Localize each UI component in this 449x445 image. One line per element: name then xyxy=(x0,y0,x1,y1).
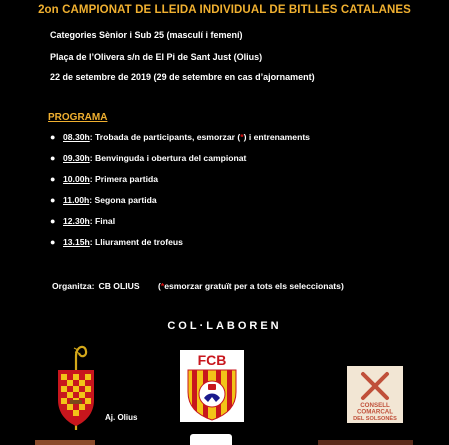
collaboren-heading: COL·LABOREN xyxy=(167,320,282,332)
programa-time: 09.30h xyxy=(63,153,90,163)
programa-time: 13.15h xyxy=(63,237,90,247)
programa-text: Segona partida xyxy=(92,195,157,205)
fcb-logo-text: FCB xyxy=(197,352,227,368)
programa-text: Lliurament de trofeus xyxy=(92,237,183,247)
consell-comarcal-logo-icon xyxy=(347,366,403,423)
bullet-icon: ● xyxy=(50,174,56,184)
organitza-line xyxy=(52,281,140,291)
bottom-logo-center xyxy=(190,434,232,445)
fcb-logo-icon xyxy=(180,350,244,422)
olius-caption: Aj. Olius xyxy=(105,413,138,422)
programa-time: 10.00h xyxy=(63,174,90,184)
organitza-note: (*esmorzar gratuït per a tots els seleccionats) xyxy=(158,281,344,291)
bullet-icon: ● xyxy=(50,195,56,205)
consell-line1: CONSELL xyxy=(360,402,390,409)
bullet-icon: ● xyxy=(50,216,56,226)
consell-line2: COMARCAL xyxy=(356,408,394,416)
programa-text: Benvinguda i obertura del campionat xyxy=(92,153,247,163)
asterisk-mark: * xyxy=(160,281,165,291)
event-title: 2on CAMPIONAT DE LLEIDA INDIVIDUAL DE BITLLES CATALANES xyxy=(38,4,411,16)
categories-text: Categories Sènior i Sub 25 (masculí i femení) xyxy=(50,30,243,40)
bullet-icon: ● xyxy=(50,132,56,142)
consell-line3: DEL SOLSONÈS xyxy=(353,416,397,422)
programa-text: Trobada de participants, esmorzar ( xyxy=(92,132,241,142)
programa-time: 12.30h xyxy=(63,216,90,226)
programa-text-after: ) i entrenaments xyxy=(243,132,310,142)
olius-coat-of-arms-icon xyxy=(55,342,97,432)
programa-time: 08.30h xyxy=(63,132,90,142)
bottom-logo-left xyxy=(35,440,95,445)
bullet-icon: ● xyxy=(50,153,56,163)
bullet-icon: ● xyxy=(50,237,56,247)
organitza-name: CB OLIUS xyxy=(98,281,140,291)
organitza-label: Organitza: xyxy=(52,281,95,291)
bottom-logo-right xyxy=(318,440,413,445)
location-text: Plaça de l’Olivera s/n de El Pi de Sant Just (Olius) xyxy=(50,52,263,62)
programa-text: Primera partida xyxy=(92,174,159,184)
asterisk-mark: * xyxy=(240,132,244,142)
programa-time: 11.00h xyxy=(63,195,90,205)
programa-text: Final xyxy=(92,216,116,226)
date-text: 22 de setembre de 2019 (29 de setembre en cas d’ajornament) xyxy=(50,72,315,82)
programa-heading: PROGRAMA xyxy=(48,112,108,123)
